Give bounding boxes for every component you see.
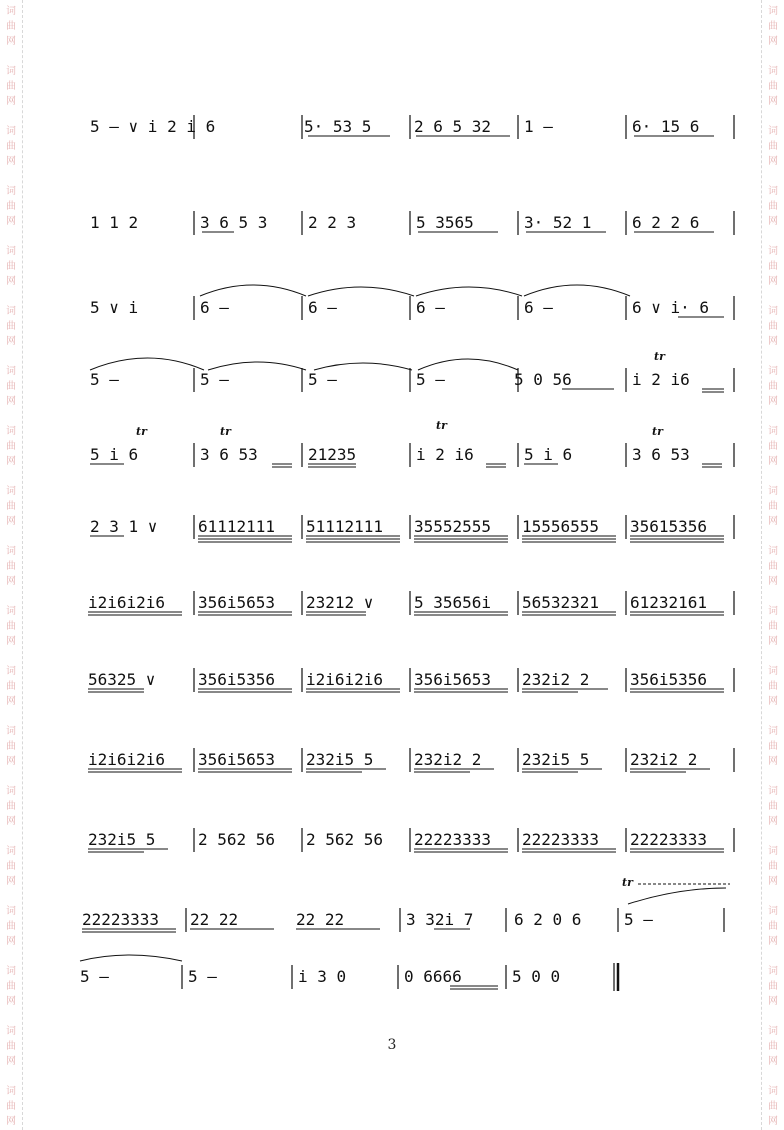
watermark-char: 网	[768, 696, 778, 707]
watermark-char: 曲	[768, 141, 778, 152]
watermark-char: 网	[6, 156, 16, 167]
bar-6-6: 35615356	[630, 517, 708, 536]
bar-2-2: 3 6 5 3	[200, 213, 268, 232]
bar-12-3: i 3 0	[298, 967, 347, 986]
watermark-char: 词	[6, 426, 16, 437]
watermark-char: 曲	[6, 681, 16, 692]
bar-9-5: 232i5 5	[522, 750, 590, 769]
watermark-char: 曲	[768, 1101, 778, 1112]
score-row-6	[78, 507, 740, 547]
watermark-char: 词	[6, 1026, 16, 1037]
bar-4-5: 5 0 56	[514, 370, 572, 389]
bar-3-6: 6 ∨ i· 6	[632, 298, 710, 317]
watermark-char: 网	[768, 576, 778, 587]
watermark-mark	[766, 64, 780, 109]
bar-9-2: 356i5653	[198, 750, 276, 769]
watermark-char: 曲	[768, 261, 778, 272]
watermark-char: 曲	[768, 1041, 778, 1052]
bar-1-5: 6· 15 6	[632, 117, 700, 136]
bar-4-3: 5 –	[308, 370, 337, 389]
watermark-char: 词	[768, 126, 778, 137]
watermark-char: 网	[6, 276, 16, 287]
bar-10-2: 2 562 56	[198, 830, 276, 849]
watermark-mark	[4, 724, 18, 769]
score-row-8	[78, 660, 740, 700]
watermark-char: 曲	[768, 561, 778, 572]
watermark-char: 曲	[6, 81, 16, 92]
watermark-mark	[766, 604, 780, 649]
watermark-char: 曲	[768, 201, 778, 212]
watermark-char: 词	[6, 606, 16, 617]
watermark-char: 词	[6, 66, 16, 77]
watermark-char: 网	[768, 756, 778, 767]
watermark-char: 网	[768, 636, 778, 647]
watermark-char: 曲	[6, 201, 16, 212]
bar-3-5: 6 –	[524, 298, 553, 317]
left-watermark-strip	[0, 0, 23, 1130]
score-row-1	[78, 107, 740, 147]
page-number: 3	[387, 1037, 397, 1053]
watermark-mark	[4, 904, 18, 949]
watermark-char: 曲	[768, 921, 778, 932]
watermark-char: 词	[768, 186, 778, 197]
watermark-char: 曲	[768, 381, 778, 392]
bar-4-2: 5 –	[200, 370, 229, 389]
watermark-char: 网	[768, 876, 778, 887]
watermark-char: 曲	[6, 441, 16, 452]
bar-1-1: 5 – ∨ i 2 i 6	[90, 117, 216, 136]
bar-12-2: 5 –	[188, 967, 217, 986]
watermark-char: 曲	[6, 801, 16, 812]
watermark-mark	[766, 784, 780, 829]
watermark-char: 曲	[768, 981, 778, 992]
watermark-mark	[766, 1084, 780, 1129]
watermark-char: 网	[6, 396, 16, 407]
watermark-char: 词	[768, 6, 778, 17]
score-row-12	[78, 957, 740, 997]
bar-5-4: i 2 i6	[416, 445, 474, 464]
bar-10-1: 232i5 5	[88, 830, 156, 849]
bar-8-1: 56325 ∨	[88, 670, 156, 689]
watermark-mark	[766, 844, 780, 889]
watermark-char: 曲	[6, 1101, 16, 1112]
watermark-char: 网	[6, 1056, 16, 1067]
watermark-mark	[4, 844, 18, 889]
bar-2-1: 1 1 2	[90, 213, 139, 232]
watermark-char: 词	[768, 1086, 778, 1097]
watermark-char: 网	[6, 1116, 16, 1127]
watermark-mark	[766, 964, 780, 1009]
watermark-char: 词	[6, 786, 16, 797]
watermark-mark	[4, 784, 18, 829]
watermark-mark	[766, 184, 780, 229]
bar-9-3: 232i5 5	[306, 750, 374, 769]
watermark-mark	[4, 1084, 18, 1129]
svg-text:tr: tr	[652, 425, 663, 438]
score-row-4	[78, 350, 740, 400]
watermark-char: 词	[768, 426, 778, 437]
watermark-char: 网	[768, 276, 778, 287]
watermark-char: 网	[768, 936, 778, 947]
watermark-char: 网	[6, 336, 16, 347]
watermark-char: 曲	[6, 501, 16, 512]
bar-12-1: 5 –	[80, 967, 109, 986]
watermark-char: 曲	[6, 921, 16, 932]
watermark-char: 曲	[6, 861, 16, 872]
bar-4-4: 5 –	[416, 370, 445, 389]
watermark-char: 网	[768, 1116, 778, 1127]
watermark-char: 网	[768, 456, 778, 467]
bar-6-3: 51112111	[306, 517, 384, 536]
watermark-mark	[4, 544, 18, 589]
score-row-3	[78, 288, 740, 328]
watermark-char: 词	[6, 246, 16, 257]
watermark-char: 曲	[6, 321, 16, 332]
watermark-char: 词	[768, 606, 778, 617]
bar-8-5: 232i2 2	[522, 670, 590, 689]
watermark-char: 词	[6, 726, 16, 737]
watermark-char: 网	[6, 456, 16, 467]
watermark-char: 词	[6, 1086, 16, 1097]
watermark-char: 网	[768, 1056, 778, 1067]
bar-1-2: 5· 53 5	[304, 117, 372, 136]
right-watermark-strip	[761, 0, 784, 1130]
watermark-mark	[4, 184, 18, 229]
watermark-mark	[766, 664, 780, 709]
watermark-char: 词	[768, 966, 778, 977]
bar-1-3: 2 6 5 32	[414, 117, 492, 136]
watermark-char: 词	[768, 906, 778, 917]
svg-text:tr: tr	[654, 350, 665, 363]
bar-2-4: 5 3565	[416, 213, 474, 232]
svg-text:tr: tr	[436, 419, 447, 432]
watermark-char: 曲	[6, 1041, 16, 1052]
watermark-char: 词	[768, 366, 778, 377]
watermark-mark	[766, 424, 780, 469]
watermark-mark	[766, 724, 780, 769]
bar-11-6: 5 –	[624, 910, 653, 929]
svg-text:tr: tr	[136, 425, 147, 438]
watermark-char: 词	[6, 306, 16, 317]
bar-2-5: 3· 52 1	[524, 213, 592, 232]
watermark-mark	[4, 664, 18, 709]
svg-text:tr: tr	[622, 876, 633, 889]
bar-2-6: 6 2 2 6	[632, 213, 700, 232]
bar-7-5: 56532321	[522, 593, 600, 612]
bar-4-6: i 2 i6	[632, 370, 690, 389]
bar-8-4: 356i5653	[414, 670, 492, 689]
bar-12-5: 5 0 0	[512, 967, 561, 986]
bar-6-5: 15556555	[522, 517, 600, 536]
watermark-mark	[766, 244, 780, 289]
score-row-7	[78, 583, 740, 623]
bar-3-4: 6 –	[416, 298, 445, 317]
watermark-char: 网	[6, 936, 16, 947]
watermark-char: 网	[6, 816, 16, 827]
bar-8-2: 356i5356	[198, 670, 276, 689]
watermark-char: 网	[768, 996, 778, 1007]
watermark-mark	[766, 124, 780, 169]
bar-4-1: 5 –	[90, 370, 119, 389]
watermark-mark	[766, 4, 780, 49]
bar-6-2: 61112111	[198, 517, 276, 536]
bar-5-3: 21235	[308, 445, 357, 464]
score-row-9	[78, 740, 740, 780]
watermark-char: 曲	[6, 261, 16, 272]
watermark-char: 曲	[768, 501, 778, 512]
bar-2-3: 2 2 3	[308, 213, 357, 232]
bar-7-4: 5 35656i	[414, 593, 492, 612]
watermark-char: 词	[6, 366, 16, 377]
watermark-char: 词	[768, 786, 778, 797]
watermark-char: 词	[6, 6, 16, 17]
watermark-mark	[4, 604, 18, 649]
watermark-char: 曲	[6, 981, 16, 992]
bar-11-2: 22 22	[190, 910, 239, 929]
watermark-char: 词	[768, 306, 778, 317]
watermark-char: 网	[6, 696, 16, 707]
watermark-mark	[4, 424, 18, 469]
bar-7-2: 356i5653	[198, 593, 276, 612]
watermark-char: 曲	[768, 621, 778, 632]
watermark-char: 网	[768, 156, 778, 167]
score-row-10	[78, 820, 740, 860]
svg-text:tr: tr	[220, 425, 231, 438]
watermark-mark	[4, 304, 18, 349]
score-row-2	[78, 203, 740, 243]
watermark-mark	[4, 964, 18, 1009]
watermark-char: 词	[6, 546, 16, 557]
bar-5-5: 5 i 6	[524, 445, 573, 464]
watermark-char: 词	[768, 666, 778, 677]
bar-3-1: 5 ∨ i	[90, 298, 139, 317]
watermark-char: 曲	[768, 81, 778, 92]
bar-5-2: 3 6 53	[200, 445, 258, 464]
watermark-mark	[766, 904, 780, 949]
watermark-char: 词	[6, 906, 16, 917]
watermark-char: 曲	[768, 681, 778, 692]
bar-5-6: 3 6 53	[632, 445, 690, 464]
bar-10-3: 2 562 56	[306, 830, 384, 849]
watermark-char: 词	[768, 726, 778, 737]
watermark-char: 曲	[768, 321, 778, 332]
watermark-char: 网	[6, 516, 16, 527]
bar-7-3: 23212 ∨	[306, 593, 374, 612]
watermark-char: 词	[768, 246, 778, 257]
watermark-char: 网	[6, 756, 16, 767]
score-row-5	[78, 419, 740, 475]
watermark-char: 曲	[6, 741, 16, 752]
watermark-char: 网	[768, 816, 778, 827]
watermark-char: 曲	[768, 441, 778, 452]
watermark-char: 网	[6, 36, 16, 47]
watermark-mark	[766, 304, 780, 349]
watermark-char: 网	[768, 96, 778, 107]
bar-5-1: 5 i 6	[90, 445, 139, 464]
bar-6-4: 35552555	[414, 517, 492, 536]
watermark-char: 网	[768, 516, 778, 527]
bar-10-4: 22223333	[414, 830, 492, 849]
watermark-char: 曲	[768, 801, 778, 812]
watermark-char: 曲	[6, 21, 16, 32]
watermark-char: 网	[768, 336, 778, 347]
bar-7-6: 61232161	[630, 593, 708, 612]
watermark-char: 词	[768, 546, 778, 557]
watermark-char: 网	[6, 996, 16, 1007]
bar-10-5: 22223333	[522, 830, 600, 849]
bar-3-3: 6 –	[308, 298, 337, 317]
watermark-char: 词	[6, 486, 16, 497]
bar-9-4: 232i2 2	[414, 750, 482, 769]
watermark-mark	[4, 124, 18, 169]
watermark-char: 网	[768, 36, 778, 47]
bar-11-5: 6 2 0 6	[514, 910, 582, 929]
watermark-mark	[4, 4, 18, 49]
watermark-mark	[766, 484, 780, 529]
watermark-mark	[4, 244, 18, 289]
bar-11-1: 22223333	[82, 910, 160, 929]
watermark-char: 网	[6, 216, 16, 227]
score-row-11	[78, 876, 740, 940]
bar-3-2: 6 –	[200, 298, 229, 317]
bar-8-6: 356i5356	[630, 670, 708, 689]
watermark-char: 词	[6, 126, 16, 137]
bar-11-3: 22 22	[296, 910, 345, 929]
watermark-char: 词	[6, 186, 16, 197]
watermark-char: 曲	[6, 621, 16, 632]
watermark-mark	[4, 484, 18, 529]
watermark-char: 词	[768, 1026, 778, 1037]
watermark-char: 曲	[768, 741, 778, 752]
watermark-mark	[4, 364, 18, 409]
watermark-char: 曲	[768, 21, 778, 32]
watermark-mark	[766, 544, 780, 589]
bar-11-4: 3 32i 7	[406, 910, 474, 929]
bar-6-1: 2 3 1 ∨	[90, 517, 158, 536]
bar-9-6: 232i2 2	[630, 750, 698, 769]
watermark-char: 曲	[768, 861, 778, 872]
watermark-char: 词	[768, 846, 778, 857]
bar-7-1: i2i6i2i6	[88, 593, 166, 612]
bar-10-6: 22223333	[630, 830, 708, 849]
watermark-mark	[766, 364, 780, 409]
bar-8-3: i2i6i2i6	[306, 670, 384, 689]
watermark-char: 网	[768, 396, 778, 407]
watermark-mark	[4, 64, 18, 109]
watermark-char: 词	[6, 966, 16, 977]
watermark-char: 网	[6, 576, 16, 587]
watermark-char: 词	[6, 666, 16, 677]
watermark-char: 网	[6, 96, 16, 107]
bar-9-1: i2i6i2i6	[88, 750, 166, 769]
bar-12-4: 0 6666	[404, 967, 462, 986]
watermark-char: 网	[6, 636, 16, 647]
watermark-char: 曲	[6, 561, 16, 572]
watermark-char: 词	[6, 846, 16, 857]
bar-1-4: 1 –	[524, 117, 553, 136]
watermark-char: 词	[768, 486, 778, 497]
watermark-char: 曲	[6, 141, 16, 152]
watermark-char: 网	[6, 876, 16, 887]
watermark-char: 词	[768, 66, 778, 77]
watermark-char: 曲	[6, 381, 16, 392]
watermark-char: 网	[768, 216, 778, 227]
